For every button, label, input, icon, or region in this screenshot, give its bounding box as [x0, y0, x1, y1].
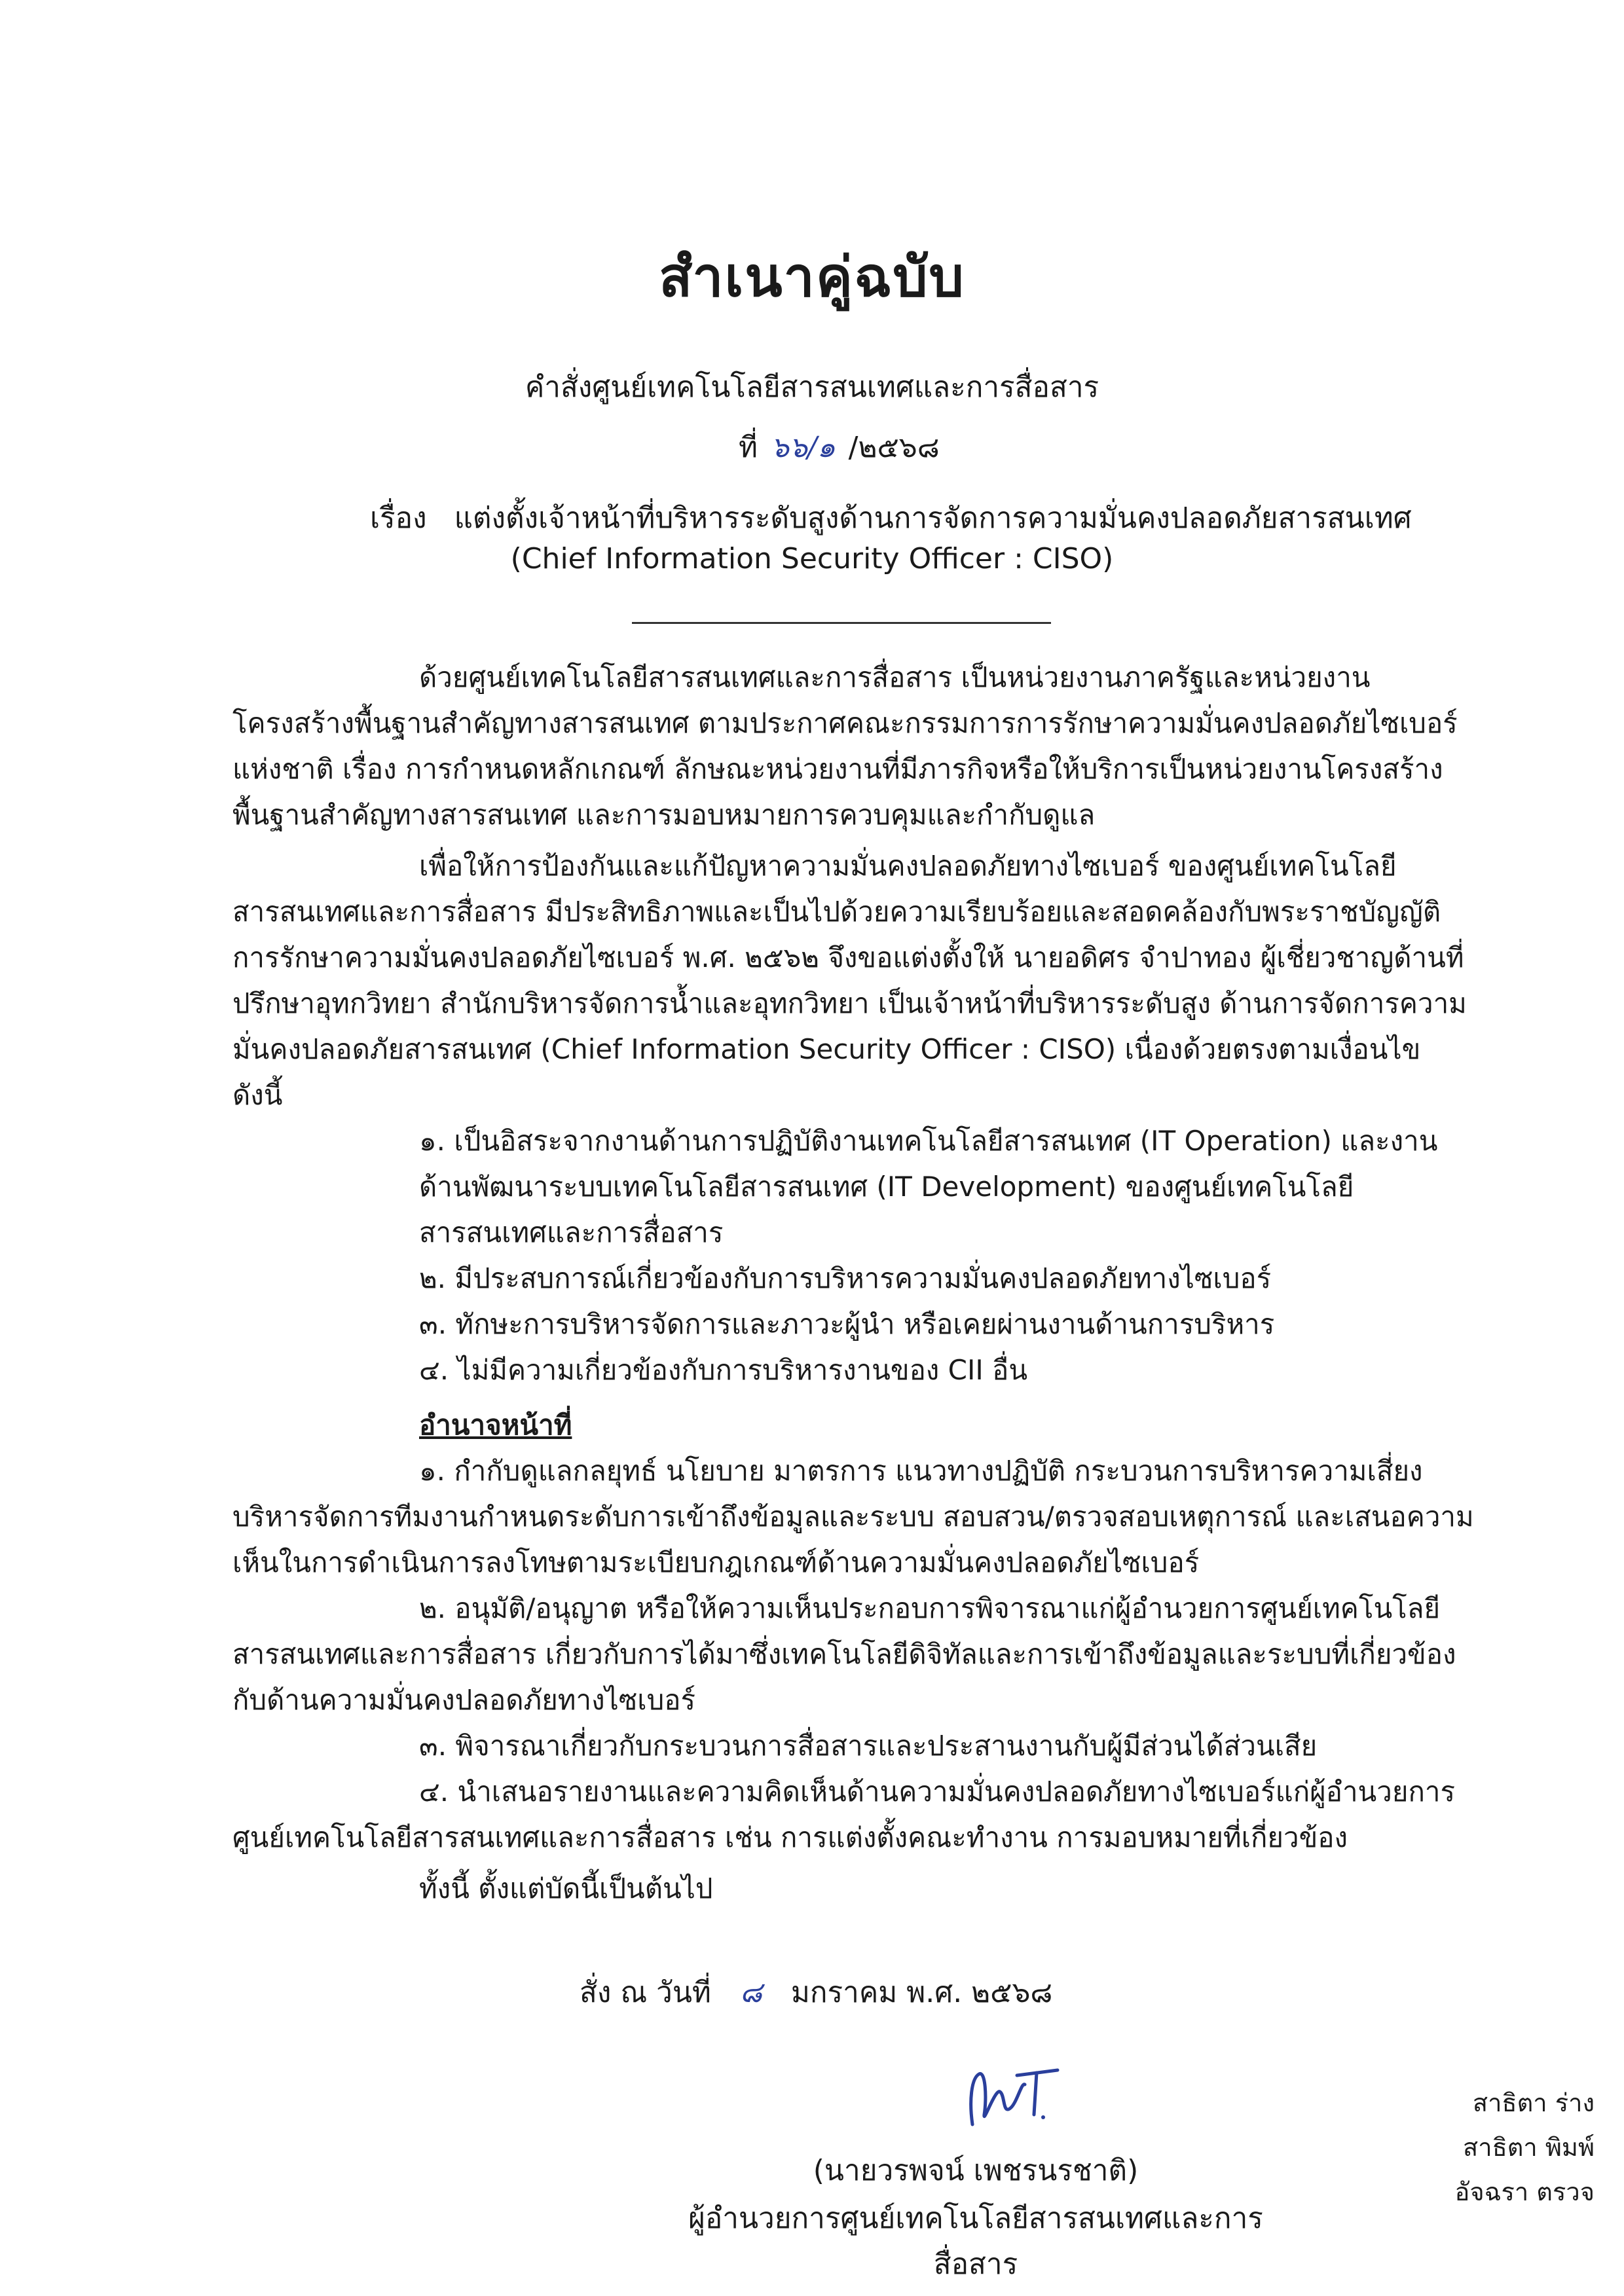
checked-by: อัจฉรา ตรวจ [1454, 2178, 1595, 2206]
paragraph-appointment: เพื่อให้การป้องกันและแก้ปัญหาความมั่นคงปลอดภัยทางไซเบอร์ ของศูนย์เทคโนโลยีสารสนเทศและการสื่อสาร มีประสิทธิภาพและเป็นไปด้วยความเรียบร้อยและสอดคล้องกับพระราชบัญญัติการรักษาความมั่นคงปลอดภัยไซเบอร์ พ.ศ. ๒๕๖๒ จึงขอแต่งตั้งให้ นายอดิศร จำปาทอง ผู้เชี่ยวชาญด้านที่ปรึกษาอุทกวิทยา สำนักบริหารจัดการน้ำและอุทกวิทยา เป็นเจ้าหน้าที่บริหารระดับสูง ด้านการจัดการความมั่นคงปลอดภัยสารสนเทศ (Chief Information Security Officer : CISO) เนื่องด้วยตรงตามเงื่อนไข ดังนี้ [232, 850, 1467, 1111]
copy-stamp-title: สำเนาคู่ฉบับ [659, 245, 965, 309]
typed-by: สาธิตา พิมพ์ [1463, 2133, 1595, 2162]
paragraph-background: ด้วยศูนย์เทคโนโลยีสารสนเทศและการสื่อสาร เป็นหน่วยงานภาครัฐและหน่วยงานโครงสร้างพื้นฐานสำคัญทางสารสนเทศ ตามประกาศคณะกรรมการการรักษาความมั่นคงปลอดภัยไซเบอร์แห่งชาติ เรื่อง การกำหนดหลักเกณฑ์ ลักษณะหน่วยงานที่มีภารกิจหรือให้บริการเป็นหน่วยงานโครงสร้างพื้นฐานสำคัญทางสารสนเทศ และการมอบหมายการควบคุมและกำกับดูแล [232, 661, 1458, 831]
duty-item: ๑. กำกับดูแลกลยุทธ์ นโยบาย มาตรการ แนวทางปฏิบัติ กระบวนการบริหารความเสี่ยง บริหารจัดการทีมงานกำหนดระดับการเข้าถึงข้อมูลและระบบ สอบสวน/ตรวจสอบเหตุการณ์ และเสนอความเห็นในการดำเนินการลงโทษตามระเบียบกฎเกณฑ์ด้านความมั่นคงปลอดภัยไซเบอร์ [232, 1455, 1474, 1578]
subject-label: เรื่อง [370, 501, 427, 535]
signer-position: ผู้อำนวยการศูนย์เทคโนโลยีสารสนเทศและการสื่อสาร [688, 2202, 1263, 2281]
issued-month-year: มกราคม พ.ศ. ๒๕๖๘ [790, 1976, 1053, 2009]
signature-mark [959, 2062, 1071, 2134]
condition-item: ๑. เป็นอิสระจากงานด้านการปฏิบัติงานเทคโนโลยีสารสนเทศ (IT Operation) และงานด้านพัฒนาระบบเทคโนโลยีสารสนเทศ (IT Development) ของศูนย์เทคโนโลยีสารสนเทศและการสื่อสาร [419, 1125, 1438, 1248]
duty-item: ๒. อนุมัติ/อนุญาต หรือให้ความเห็นประกอบการพิจารณาแก่ผู้อำนวยการศูนย์เทคโนโลยีสารสนเทศและการสื่อสาร เกี่ยวกับการได้มาซึ่งเทคโนโลยีดิจิทัลและการเข้าถึงข้อมูลและระบบที่เกี่ยวข้องกับด้านความมั่นคงปลอดภัยทางไซเบอร์ [232, 1592, 1456, 1716]
issued-prefix: สั่ง ณ วันที่ [580, 1976, 711, 2009]
order-title: คำสั่งศูนย์เทคโนโลยีสารสนเทศและการสื่อสาร [525, 371, 1099, 404]
signer-name: (นายวรพจน์ เพชรนรชาติ) [813, 2154, 1139, 2187]
subject-line [370, 495, 1412, 541]
duty-item: ๔. นำเสนอรายงานและความคิดเห็นด้านความมั่นคงปลอดภัยทางไซเบอร์แก่ผู้อำนวยการศูนย์เทคโนโลยีสารสนเทศและการสื่อสาร เช่น การแต่งตั้งคณะทำงาน การมอบหมายที่เกี่ยวข้อง [232, 1776, 1456, 1853]
condition-item: ๒. มีประสบการณ์เกี่ยวข้องกับการบริหารความมั่นคงปลอดภัยทางไซเบอร์ [419, 1262, 1272, 1294]
subject-english: (Chief Information Security Officer : CISO) [510, 542, 1114, 575]
issued-date [580, 1969, 1052, 2015]
order-year: /๒๕๖๘ [848, 431, 940, 464]
order-number-handwritten: ๖๖/๑ [771, 431, 836, 464]
subject-text: แต่งตั้งเจ้าหน้าที่บริหารระดับสูงด้านการจัดการความมั่นคงปลอดภัยสารสนเทศ [454, 501, 1412, 535]
order-number [739, 424, 940, 470]
divider-rule [632, 622, 1051, 624]
drafted-by: สาธิตา ร่าง [1472, 2088, 1595, 2117]
staff-notes [1378, 2081, 1595, 2214]
effective-statement: ทั้งนี้ ตั้งแต่บัดนี้เป็นต้นไป [419, 1872, 713, 1904]
issued-day-handwritten: ๘ [739, 1976, 762, 2009]
order-body [232, 655, 1477, 1912]
condition-item: ๔. ไม่มีความเกี่ยวข้องกับการบริหารงานของ CII อื่น [419, 1354, 1028, 1386]
condition-item: ๓. ทักษะการบริหารจัดการและภาวะผู้นำ หรือเคยผ่านงานด้านการบริหาร [419, 1308, 1275, 1340]
duty-item: ๓. พิจารณาเกี่ยวกับกระบวนการสื่อสารและประสานงานกับผู้มีส่วนได้ส่วนเสีย [419, 1730, 1318, 1762]
order-prefix: ที่ [739, 431, 758, 464]
duties-heading: อำนาจหน้าที่ [419, 1409, 572, 1441]
